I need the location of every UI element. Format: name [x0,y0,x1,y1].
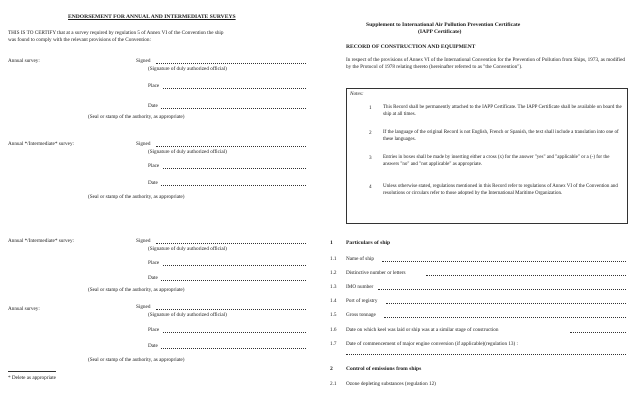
signed-field[interactable] [156,243,306,244]
survey-label: Annual */Intermediate* survey: [8,238,74,244]
item-label: Ozone depleting substances (regulation 12) [346,381,436,387]
place-label: Place [148,327,160,333]
endorsement-title: ENDORSEMENT FOR ANNUAL AND INTERMEDIATE SURVEYS [68,14,236,20]
note-text: If the language of the original Record is not English, French or Spanish, the text shall include a translation into one of these languages. [383,130,619,142]
item-label: Name of ship [346,256,374,262]
note-text: Unless otherwise stated, regulations mentioned in this Record refer to regulations of Annex VI of the Convention and resolutions or circulars refer to those adopted by the International Maritime Organization. [383,184,618,196]
section-title: Control of emissions from ships [346,366,422,372]
signed-label: Signed [136,238,151,244]
date-label: Date [148,103,158,109]
item-number: 1.5 [330,312,337,318]
supplement-subtitle: (IAPP Certificate) [418,29,462,35]
item-label: Date on which keel was laid or ship was at a similar stage of construction [346,327,499,333]
keel-date-field[interactable] [570,332,626,333]
port-of-registry-field[interactable] [386,303,626,304]
signature-caption: (Signature of duly authorized official) [148,312,227,318]
note-number: 3 [369,155,372,161]
survey-label: Annual */Intermediate* survey: [8,141,74,147]
signature-caption: (Signature of duly authorized official) [148,66,227,72]
record-title: RECORD OF CONSTRUCTION AND EQUIPMENT [346,44,476,50]
date-label: Date [148,343,158,349]
item-label: Port of registry [346,298,378,304]
distinctive-number-field[interactable] [426,275,626,276]
seal-note: (Seal or stamp of the authority, as appropriate) [88,287,185,293]
intro-paragraph: In respect of the provisions of Annex VI of the International Convention for the Prevention of Pollution from Ships, 1973, as modified by the Protocol of 1978 relating thereto (hereinafter referred to as "the Convention"). [346,57,625,70]
signature-caption: (Signature of duly authorized official) [148,149,227,155]
notes-box [346,88,628,224]
item-label: IMO number [346,284,374,290]
item-number: 1.3 [330,284,337,290]
place-field[interactable] [163,265,306,266]
footnote: * Delete as appropriate [8,375,56,381]
date-field[interactable] [161,108,306,109]
name-of-ship-field[interactable] [382,261,626,262]
item-number: 1.1 [330,256,337,262]
notes-label: Notes: [350,91,364,97]
item-label: Gross tonnage [346,312,376,318]
signed-label: Signed [136,141,151,147]
item-number: 1.6 [330,327,337,333]
imo-number-field[interactable] [378,289,626,290]
note-number: 2 [369,130,372,136]
section-title: Particulars of ship [346,240,391,246]
section-number: 1 [330,240,333,246]
footnote-rule [8,371,56,372]
survey-label: Annual survey: [8,306,40,312]
place-field[interactable] [163,168,306,169]
signature-caption: (Signature of duly authorized official) [148,246,227,252]
supplement-title: Supplement to International Air Pollution Prevention Certificate [366,22,521,28]
item-label: Distinctive number or letters [346,270,406,276]
section-number: 2 [330,366,333,372]
signed-field[interactable] [156,63,306,64]
note-number: 4 [369,184,372,190]
gross-tonnage-field[interactable] [384,317,626,318]
date-field[interactable] [161,280,306,281]
note-number: 1 [369,105,372,111]
date-label: Date [148,275,158,281]
signed-field[interactable] [156,309,306,310]
seal-note: (Seal or stamp of the authority, as appropriate) [88,194,185,200]
item-number: 1.2 [330,270,337,276]
certify-line-1: THIS IS TO CERTIFY that at a survey required by regulation 5 of Annex VI of the Convention the ship [8,30,224,36]
date-field[interactable] [161,185,306,186]
seal-note: (Seal or stamp of the authority, as appropriate) [88,357,185,363]
engine-conversion-field[interactable] [346,354,626,355]
record-page [322,0,630,402]
date-field[interactable] [161,348,306,349]
survey-label: Annual survey: [8,58,40,64]
signed-label: Signed [136,304,151,310]
item-number: 1.7 [330,341,337,347]
place-label: Place [148,83,160,89]
signed-label: Signed [136,58,151,64]
note-text: Entries in boxes shall be made by inserting either a cross (x) for the answer "yes" and "applicable" or a (-) for the answers "no" and "not applicable" as appropriate. [383,155,610,167]
signed-field[interactable] [156,146,306,147]
note-text: This Record shall be permanently attached to the IAPP Certificate. The IAPP Certificate shall be available on board the ship at all times. [383,105,622,117]
item-number: 1.4 [330,298,337,304]
date-label: Date [148,180,158,186]
item-number: 2.1 [330,381,337,387]
place-label: Place [148,163,160,169]
place-field[interactable] [163,88,306,89]
place-label: Place [148,260,160,266]
seal-note: (Seal or stamp of the authority, as appropriate) [88,114,185,120]
item-label: Date of commencement of major engine conversion (if applicable)(regulation 13) : [346,341,518,347]
place-field[interactable] [163,332,306,333]
certify-line-2: was found to comply with the relevant provisions of the Convention: [8,37,151,43]
